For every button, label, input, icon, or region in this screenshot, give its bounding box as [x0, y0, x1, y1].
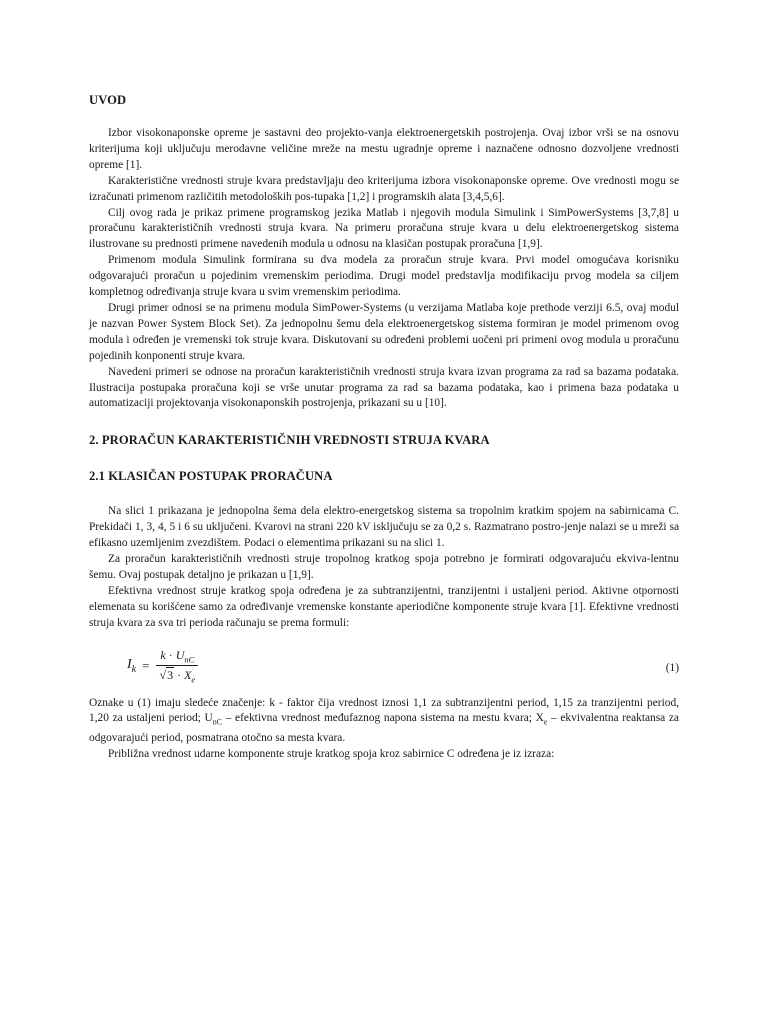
heading-section-2: 2. PRORAČUN KARAKTERISTIČNIH VREDNOSTI STRUJA KVARA	[89, 433, 490, 448]
formula-1	[89, 642, 679, 692]
heading-section-2-1: 2.1 KLASIČAN POSTUPAK PRORAČUNA	[89, 469, 333, 484]
paragraph-oznake: Oznake u (1) imaju sledeće značenje: k - faktor čija vrednost iznosi 1,1 za subtranzijentni period, 1,15 za tranzijentni period, 1,20 za ustaljeni period; $U_{nC}$ – efektivna vrednost međufaznog napona sistema na mestu kvara; $X_e$ – ekvivalentna reaktansa za odgovarajući period, posmatrana otočno sa mesta kvara.	[89, 696, 679, 744]
paragraph-uvod-2: Karakteristične vrednosti struje kvara predstavljaju deo kriterijuma izbora visokonaponske opreme. Ove vrednosti mogu se izračunati primenom različitih metodoloških pos-tupaka [1,2] i programskih alata [3,4,5,6].	[89, 174, 679, 203]
formula-equals: =	[142, 657, 150, 673]
paragraph-uvod-6: Navedeni primeri se odnose na proračun karakterističnih vrednosti struja kvara izvan programa za rad sa bazama podataka. Ilustracija postupaka proračuna koji se vrše unutar programa za rad sa bazama podataka, kao i primena baza podataka u automatizaciji projektovanja visokonaponskih postrojenja, prikazani su u [10].	[89, 365, 679, 410]
heading-uvod: UVOD	[89, 93, 127, 107]
formula-numerator: $k \cdot U_{nC}$	[156, 648, 198, 666]
formula-fraction	[155, 648, 199, 685]
document-page	[89, 92, 679, 762]
formula-lhs: $I_k$	[127, 657, 137, 675]
formula-denominator: $√3 \cdot X_e$	[159, 667, 196, 685]
paragraph-uvod-3: Cilj ovog rada je prikaz primene programskog jezika Matlab i njegovih modula Simulink i SimPowerSystems [3,7,8] u proračunu karakterističnih vrednosti struja kvara. Na primeru proračuna struje kvara u delu elektroenergetskog sistema ilustrovane su prednosti primene navedenih modula u odnosu na klasičan postupak proračuna [1,9].	[89, 206, 679, 251]
formula-expression	[127, 648, 199, 685]
paragraph-uvod-4: Primenom modula Simulink formirana su dva modela za proračun struje kvara. Prvi model omogućava korisniku odgovarajući proračun u pojedinim vremenskim periodima. Drugi model predstavlja modifikaciju prvog modela sa ciljem kompletnog određivanja struje kvara u svim vremenskim periodima.	[89, 254, 679, 299]
paragraph-2-1-1: Na slici 1 prikazana je jednopolna šema dela elektro-energetskog sistema sa tropolnim kratkim spojem na sabirnicama C. Prekidači 1, 3, 4, 5 i 6 su uključeni. Kvarovi na strani 220 kV isključuju se za 0,2 s. Razmatrano postro-jenje nalazi se u mreži sa efikasno uzemljenim zvezdištem. Podaci o elementima prikazani su na slici 1.	[89, 505, 679, 550]
paragraph-priblizna: Približna vrednost udarne komponente struje kratkog spoja kroz sabirnice C određena je iz izraza:	[108, 747, 555, 760]
paragraph-uvod-5: Drugi primer odnosi se na primenu modula SimPower-Systems (u verzijama Matlaba koje prethode verziji 6.5, ovaj modul je nazvan Power System Block Set). Za jednopolnu šemu dela elektroenergetskog sistema formiran je model primenom ovog modula i određen je vremenski tok struje kvara. Diskutovani su određeni problemi uočeni pri primeni ovog modula u proračunu pojedinih konponenti struje kvara.	[89, 301, 679, 362]
paragraph-2-1-3: Efektivna vrednost struje kratkog spoja određena je za subtranzijentni, tranzijentni i ustaljeni period. Aktivne otpornosti elemenata su korišćene samo za određivanje vremenske konstante aperiodične komponente struje kvara [1]. Efektivne vrednosti struja kvara za sva tri perioda računaju se prema formuli:	[89, 584, 679, 629]
paragraph-uvod-1: Izbor visokonaponske opreme je sastavni deo projekto-vanja elektroenergetskih postrojenja. Ovaj izbor vrši se na osnovu kriterijuma koji uključuju merodavne veličine mreže na mestu ugradnje opreme i naznačene odnosno dozvoljene vrednosti opreme [1].	[89, 127, 679, 171]
formula-number: (1)	[665, 661, 679, 674]
paragraph-2-1-2: Za proračun karakterističnih vrednosti struje tropolnog kratkog spoja potrebno je formirati odgovarajuću ekviva-lentnu šemu. Ovaj postupak detaljno je prikazan u [1,9].	[89, 553, 679, 581]
